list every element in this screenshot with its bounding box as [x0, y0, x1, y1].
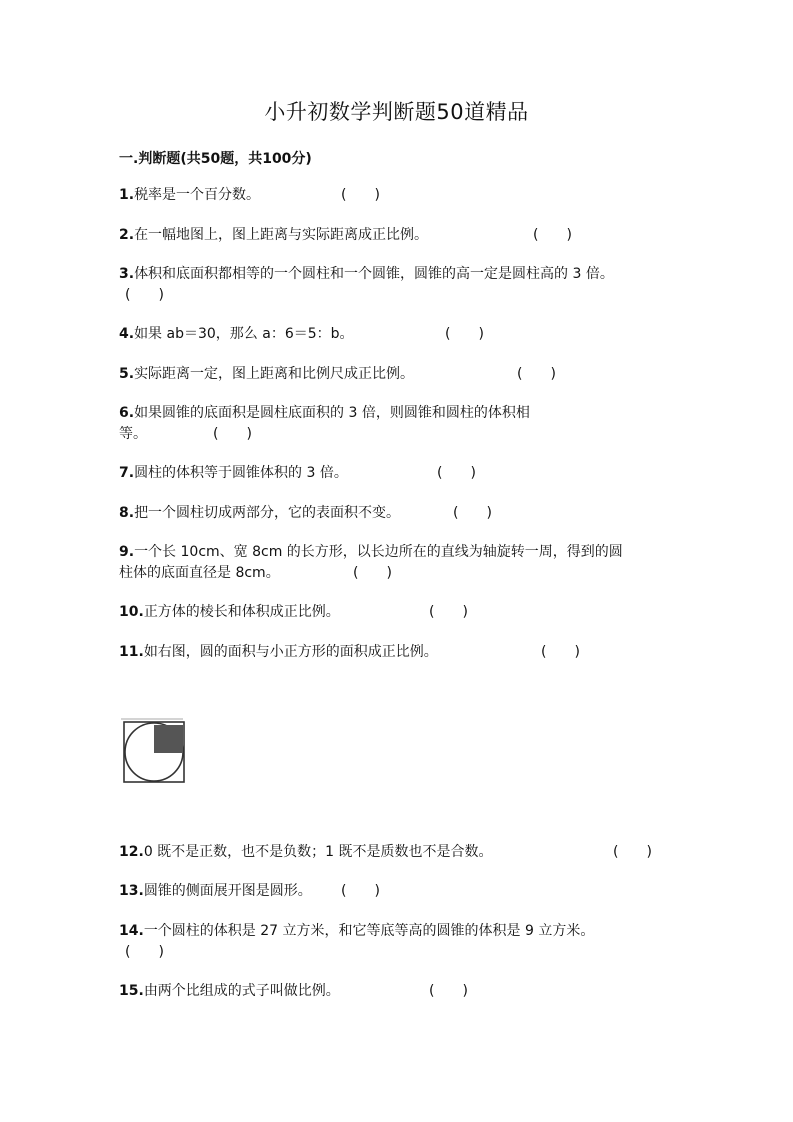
question-number: 2. — [119, 227, 135, 243]
question-11 — [119, 642, 691, 663]
question-text-continued: 柱体的底面直径是 8cm。 — [119, 565, 280, 581]
answer-blank[interactable]: ( ) — [517, 366, 556, 382]
answer-blank[interactable]: ( ) — [445, 326, 484, 342]
question-14 — [119, 921, 691, 960]
question-number: 6. — [119, 405, 135, 421]
question-5 — [119, 364, 691, 385]
question-number: 15. — [119, 983, 144, 999]
question-text: 把一个圆柱切成两部分，它的表面积不变。 — [134, 505, 401, 521]
answer-blank[interactable]: ( ) — [437, 465, 476, 481]
answer-blank[interactable]: ( ) — [429, 604, 468, 620]
answer-blank[interactable]: ( ) — [213, 426, 252, 442]
question-text: 如果 ab＝30，那么 a：6＝5：b。 — [134, 326, 354, 342]
question-text: 一个圆柱的体积是 27 立方米，和它等底等高的圆锥的体积是 9 立方米。 — [143, 923, 595, 939]
question-3 — [119, 264, 691, 303]
question-number: 12. — [119, 844, 144, 860]
question-text: 圆柱的体积等于圆锥体积的 3 倍。 — [134, 465, 348, 481]
question-6 — [119, 403, 691, 445]
question-4 — [119, 324, 691, 345]
question-text: 如右图，圆的面积与小正方形的面积成正比例。 — [143, 644, 438, 660]
question-text: 在一幅地图上，图上距离与实际距离成正比例。 — [134, 227, 429, 243]
question-number: 4. — [119, 326, 135, 342]
question-number: 14. — [119, 923, 144, 939]
answer-blank[interactable]: ( ) — [353, 565, 392, 581]
answer-blank[interactable]: ( ) — [429, 983, 468, 999]
question-text: 圆锥的侧面展开图是圆形。 — [143, 883, 312, 899]
answer-blank[interactable]: ( ) — [453, 505, 492, 521]
page-title: 小升初数学判断题50道精品 — [264, 100, 529, 124]
question-number: 10. — [119, 604, 144, 620]
question-text-continued: 等。 — [119, 426, 147, 442]
question-number: 1. — [119, 187, 135, 203]
question-number: 13. — [119, 883, 144, 899]
question-text: 一个长 10cm、宽 8cm 的长方形，以长边所在的直线为轴旋转一周，得到的圆 — [134, 544, 623, 560]
question-text: 由两个比组成的式子叫做比例。 — [143, 983, 340, 999]
answer-blank[interactable]: ( ) — [533, 227, 572, 243]
question-8 — [119, 503, 691, 524]
answer-blank[interactable]: ( ) — [125, 944, 164, 960]
question-text: 0 既不是正数，也不是负数；1 既不是质数也不是合数。 — [143, 844, 493, 860]
circle-square-figure — [121, 718, 187, 786]
question-text: 体积和底面积都相等的一个圆柱和一个圆锥，圆锥的高一定是圆柱高的 3 倍。 — [134, 266, 614, 282]
question-number: 7. — [119, 465, 135, 481]
question-10 — [119, 602, 691, 623]
question-text: 实际距离一定，图上距离和比例尺成正比例。 — [134, 366, 415, 382]
question-7 — [119, 463, 691, 484]
question-number: 5. — [119, 366, 135, 382]
answer-blank[interactable]: ( ) — [341, 187, 380, 203]
question-15 — [119, 981, 691, 1002]
answer-blank[interactable]: ( ) — [341, 883, 380, 899]
question-2 — [119, 225, 691, 246]
section-heading: 一.判断题(共50题，共100分) — [119, 151, 312, 167]
question-number: 8. — [119, 505, 135, 521]
question-1 — [119, 185, 691, 206]
question-12 — [119, 842, 691, 863]
question-text: 税率是一个百分数。 — [134, 187, 261, 203]
question-text: 正方体的棱长和体积成正比例。 — [143, 604, 340, 620]
question-13 — [119, 881, 691, 902]
answer-blank[interactable]: ( ) — [541, 644, 580, 660]
answer-blank[interactable]: ( ) — [613, 844, 652, 860]
answer-blank[interactable]: ( ) — [125, 287, 164, 303]
question-number: 3. — [119, 266, 135, 282]
question-9 — [119, 542, 691, 584]
question-number: 11. — [119, 644, 144, 660]
question-text: 如果圆锥的底面积是圆柱底面积的 3 倍，则圆锥和圆柱的体积相 — [134, 405, 530, 421]
small-square-shaded — [154, 725, 183, 753]
question-number: 9. — [119, 544, 135, 560]
